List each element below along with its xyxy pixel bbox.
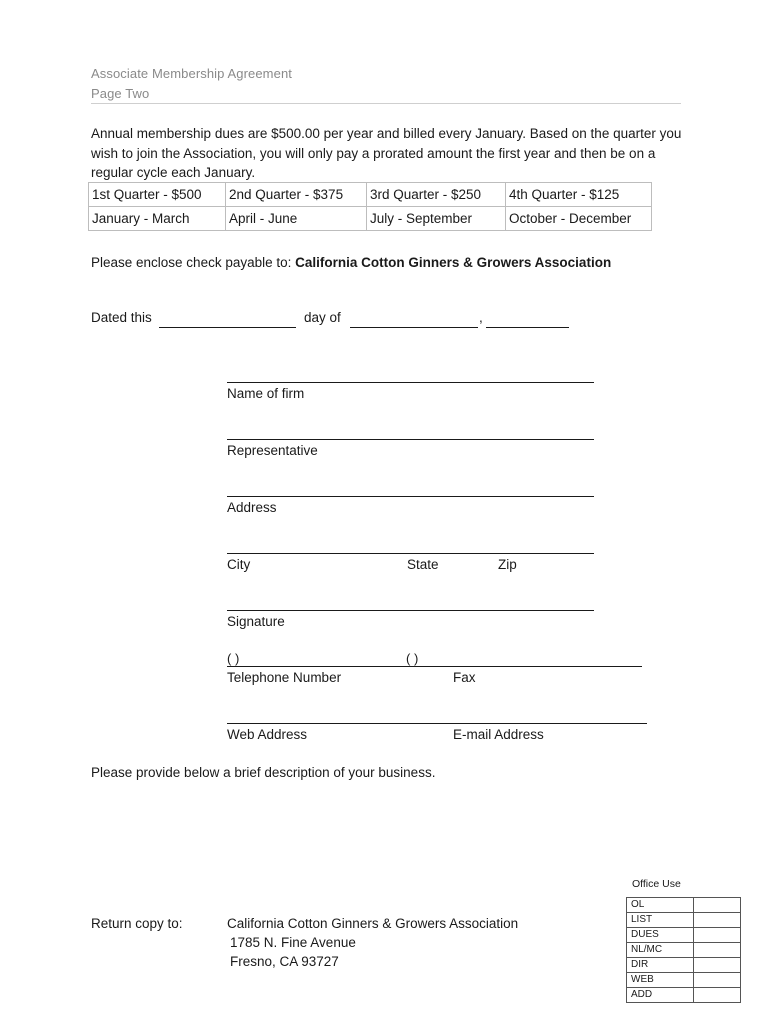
dated-label: Dated this	[91, 310, 152, 325]
office-use-code: WEB	[627, 973, 694, 988]
document-title: Associate Membership Agreement	[91, 66, 292, 81]
return-address-line3: Fresno, CA 93727	[230, 954, 339, 969]
months-cell: July - September	[367, 207, 506, 231]
state-label: State	[407, 557, 439, 572]
city-state-zip-field[interactable]	[227, 553, 594, 554]
return-address-line1: California Cotton Ginners & Growers Association	[227, 916, 519, 931]
payable-prefix: Please enclose check payable to:	[91, 255, 296, 270]
dated-year-field[interactable]	[486, 327, 569, 328]
web-address-label: Web Address	[227, 727, 308, 742]
office-use-code: DIR	[627, 958, 694, 973]
quarter-cell: 4th Quarter - $125	[506, 183, 652, 207]
address-label: Address	[227, 500, 277, 515]
quarter-months-row	[89, 207, 652, 231]
office-use-row	[627, 943, 741, 958]
months-cell: January - March	[89, 207, 226, 231]
office-use-code: ADD	[627, 988, 694, 1003]
firm-field[interactable]	[227, 382, 594, 383]
return-label: Return copy to:	[91, 916, 183, 931]
office-use-entry[interactable]	[694, 973, 741, 988]
quarter-table	[88, 182, 652, 231]
office-use-code: DUES	[627, 928, 694, 943]
quarter-cell: 3rd Quarter - $250	[367, 183, 506, 207]
office-use-row	[627, 928, 741, 943]
office-use-table	[626, 897, 741, 1003]
header-divider	[91, 103, 681, 104]
months-cell: October - December	[506, 207, 652, 231]
fax-label: Fax	[453, 670, 476, 685]
office-use-title: Office Use	[632, 878, 681, 890]
email-address-label: E-mail Address	[453, 727, 544, 742]
intro-paragraph: Annual membership dues are $500.00 per year and billed every January. Based on the quarter you wish to join the Association, you will only pay a prorated amount the first year and then be on a regular cycle each January.	[91, 126, 682, 180]
representative-label: Representative	[227, 443, 318, 458]
zip-label: Zip	[498, 557, 517, 572]
page-number: Page Two	[91, 86, 150, 101]
office-use-row	[627, 973, 741, 988]
signature-label: Signature	[227, 614, 285, 629]
phone-fax-field[interactable]	[227, 666, 642, 667]
dated-day-field[interactable]	[159, 327, 296, 328]
office-use-code: OL	[627, 898, 694, 913]
address-field[interactable]	[227, 496, 594, 497]
quarter-cell: 1st Quarter - $500	[89, 183, 226, 207]
office-use-entry[interactable]	[694, 913, 741, 928]
office-use-entry[interactable]	[694, 943, 741, 958]
office-use-row	[627, 898, 741, 913]
representative-field[interactable]	[227, 439, 594, 440]
quarter-labels-row	[89, 183, 652, 207]
return-address-line2: 1785 N. Fine Avenue	[230, 935, 356, 950]
signature-field[interactable]	[227, 610, 594, 611]
office-use-row	[627, 958, 741, 973]
firm-label: Name of firm	[227, 386, 305, 401]
months-cell: April - June	[226, 207, 367, 231]
fax-area-code: ( )	[406, 651, 419, 666]
web-email-field[interactable]	[227, 723, 647, 724]
office-use-row	[627, 988, 741, 1003]
day-of-label: day of	[304, 310, 341, 325]
office-use-code: LIST	[627, 913, 694, 928]
office-use-entry[interactable]	[694, 898, 741, 913]
dated-comma: ,	[479, 310, 483, 325]
payable-name: California Cotton Ginners & Growers Association	[295, 255, 612, 270]
telephone-label: Telephone Number	[227, 670, 342, 685]
office-use-code: NL/MC	[627, 943, 694, 958]
quarter-cell: 2nd Quarter - $375	[226, 183, 367, 207]
description-prompt: Please provide below a brief description of your business.	[91, 765, 436, 780]
city-label: City	[227, 557, 251, 572]
office-use-row	[627, 913, 741, 928]
office-use-entry[interactable]	[694, 958, 741, 973]
office-use-entry[interactable]	[694, 988, 741, 1003]
dated-month-field[interactable]	[350, 327, 478, 328]
office-use-entry[interactable]	[694, 928, 741, 943]
phone-area-code: ( )	[227, 651, 240, 666]
payable-line	[91, 253, 611, 273]
